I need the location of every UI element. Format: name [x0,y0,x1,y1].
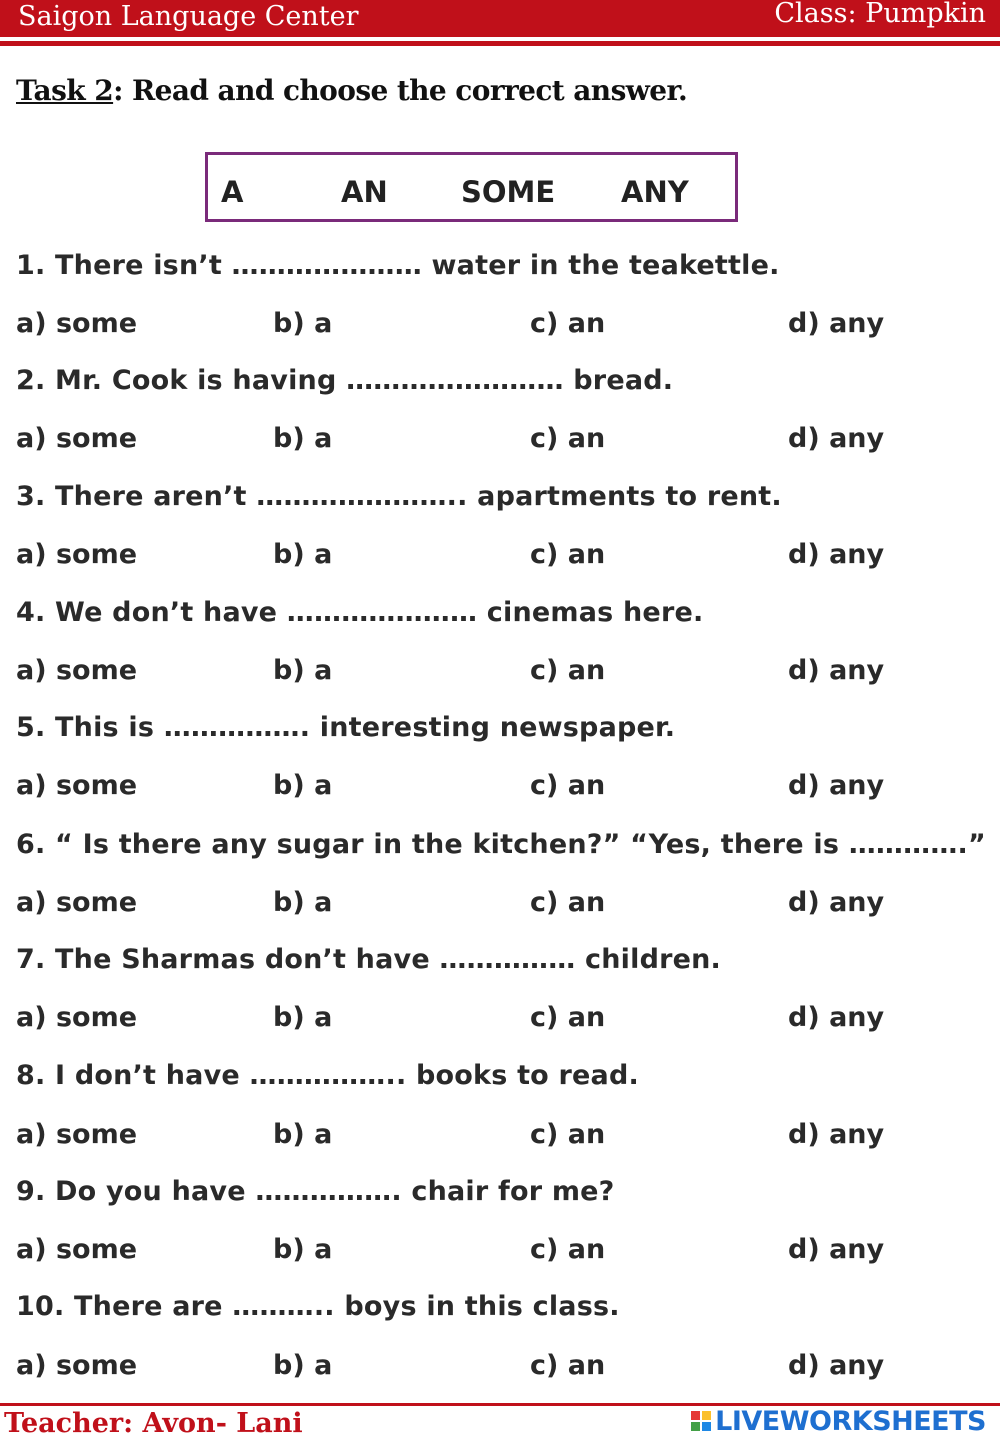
question-10: 10. There are ……….. boys in this class. [16,1291,620,1322]
liveworksheets-brand[interactable] [691,1406,986,1436]
task-instruction: : Read and choose the correct answer. [113,74,688,107]
option-a[interactable]: a) some [16,423,138,454]
brand-text: LIVEWORKSHEETS [715,1405,986,1437]
liveworksheets-logo-icon [691,1411,711,1431]
options-row-8 [16,1119,986,1155]
options-row-7 [16,1002,986,1038]
task-title [16,74,687,107]
option-a[interactable]: a) some [16,770,138,801]
school-name: Saigon Language Center [18,1,359,32]
option-b[interactable]: b) a [273,1119,333,1150]
option-d[interactable]: d) any [788,887,885,918]
option-d[interactable]: d) any [788,1350,885,1381]
option-d[interactable]: d) any [788,539,885,570]
options-row-2 [16,423,986,459]
option-a[interactable]: a) some [16,539,138,570]
option-c[interactable]: c) an [530,1234,606,1265]
question-7: 7. The Sharmas don’t have …………… children. [16,944,722,975]
options-row-5 [16,770,986,806]
question-6: 6. “ Is there any sugar in the kitchen?” “Yes, there is ………….” [16,829,986,860]
option-a[interactable]: a) some [16,1002,138,1033]
options-row-10 [16,1350,986,1386]
option-a[interactable]: a) some [16,1119,138,1150]
question-3: 3. There aren’t ………………….. apartments to rent. [16,481,782,512]
option-a[interactable]: a) some [16,655,138,686]
option-b[interactable]: b) a [273,1002,333,1033]
question-8: 8. I don’t have …………….. books to read. [16,1060,639,1091]
teacher-name: Teacher: Avon- Lani [4,1408,303,1439]
option-c[interactable]: c) an [530,887,606,918]
option-c[interactable]: c) an [530,308,606,339]
option-d[interactable]: d) any [788,770,885,801]
word-box-item: A [221,175,244,209]
option-c[interactable]: c) an [530,770,606,801]
option-c[interactable]: c) an [530,1002,606,1033]
option-c[interactable]: c) an [530,655,606,686]
options-row-4 [16,655,986,691]
options-row-6 [16,887,986,923]
task-label: Task 2 [16,74,114,107]
option-a[interactable]: a) some [16,887,138,918]
word-box [205,152,738,222]
class-label: Class: Pumpkin [774,0,986,29]
word-box-item: SOME [461,175,556,209]
option-d[interactable]: d) any [788,1002,885,1033]
question-4: 4. We don’t have ………………… cinemas here. [16,597,704,628]
option-b[interactable]: b) a [273,539,333,570]
option-d[interactable]: d) any [788,1234,885,1265]
option-b[interactable]: b) a [273,1350,333,1381]
option-d[interactable]: d) any [788,423,885,454]
question-9: 9. Do you have ……………. chair for me? [16,1176,615,1207]
option-a[interactable]: a) some [16,1234,138,1265]
header-bar [0,0,1000,37]
option-b[interactable]: b) a [273,770,333,801]
option-b[interactable]: b) a [273,1234,333,1265]
option-d[interactable]: d) any [788,655,885,686]
options-row-3 [16,539,986,575]
option-c[interactable]: c) an [530,1350,606,1381]
option-a[interactable]: a) some [16,308,138,339]
option-b[interactable]: b) a [273,308,333,339]
word-box-item: AN [341,175,388,209]
option-d[interactable]: d) any [788,1119,885,1150]
option-b[interactable]: b) a [273,655,333,686]
option-c[interactable]: c) an [530,1119,606,1150]
option-b[interactable]: b) a [273,887,333,918]
word-box-item: ANY [621,175,689,209]
question-5: 5. This is ……………. interesting newspaper. [16,712,676,743]
option-c[interactable]: c) an [530,539,606,570]
question-2: 2. Mr. Cook is having …………………… bread. [16,365,674,396]
header-divider [0,41,1000,46]
options-row-1 [16,308,986,344]
option-c[interactable]: c) an [530,423,606,454]
question-1: 1. There isn’t ………………… water in the teakettle. [16,250,780,281]
options-row-9 [16,1234,986,1270]
option-a[interactable]: a) some [16,1350,138,1381]
option-b[interactable]: b) a [273,423,333,454]
option-d[interactable]: d) any [788,308,885,339]
